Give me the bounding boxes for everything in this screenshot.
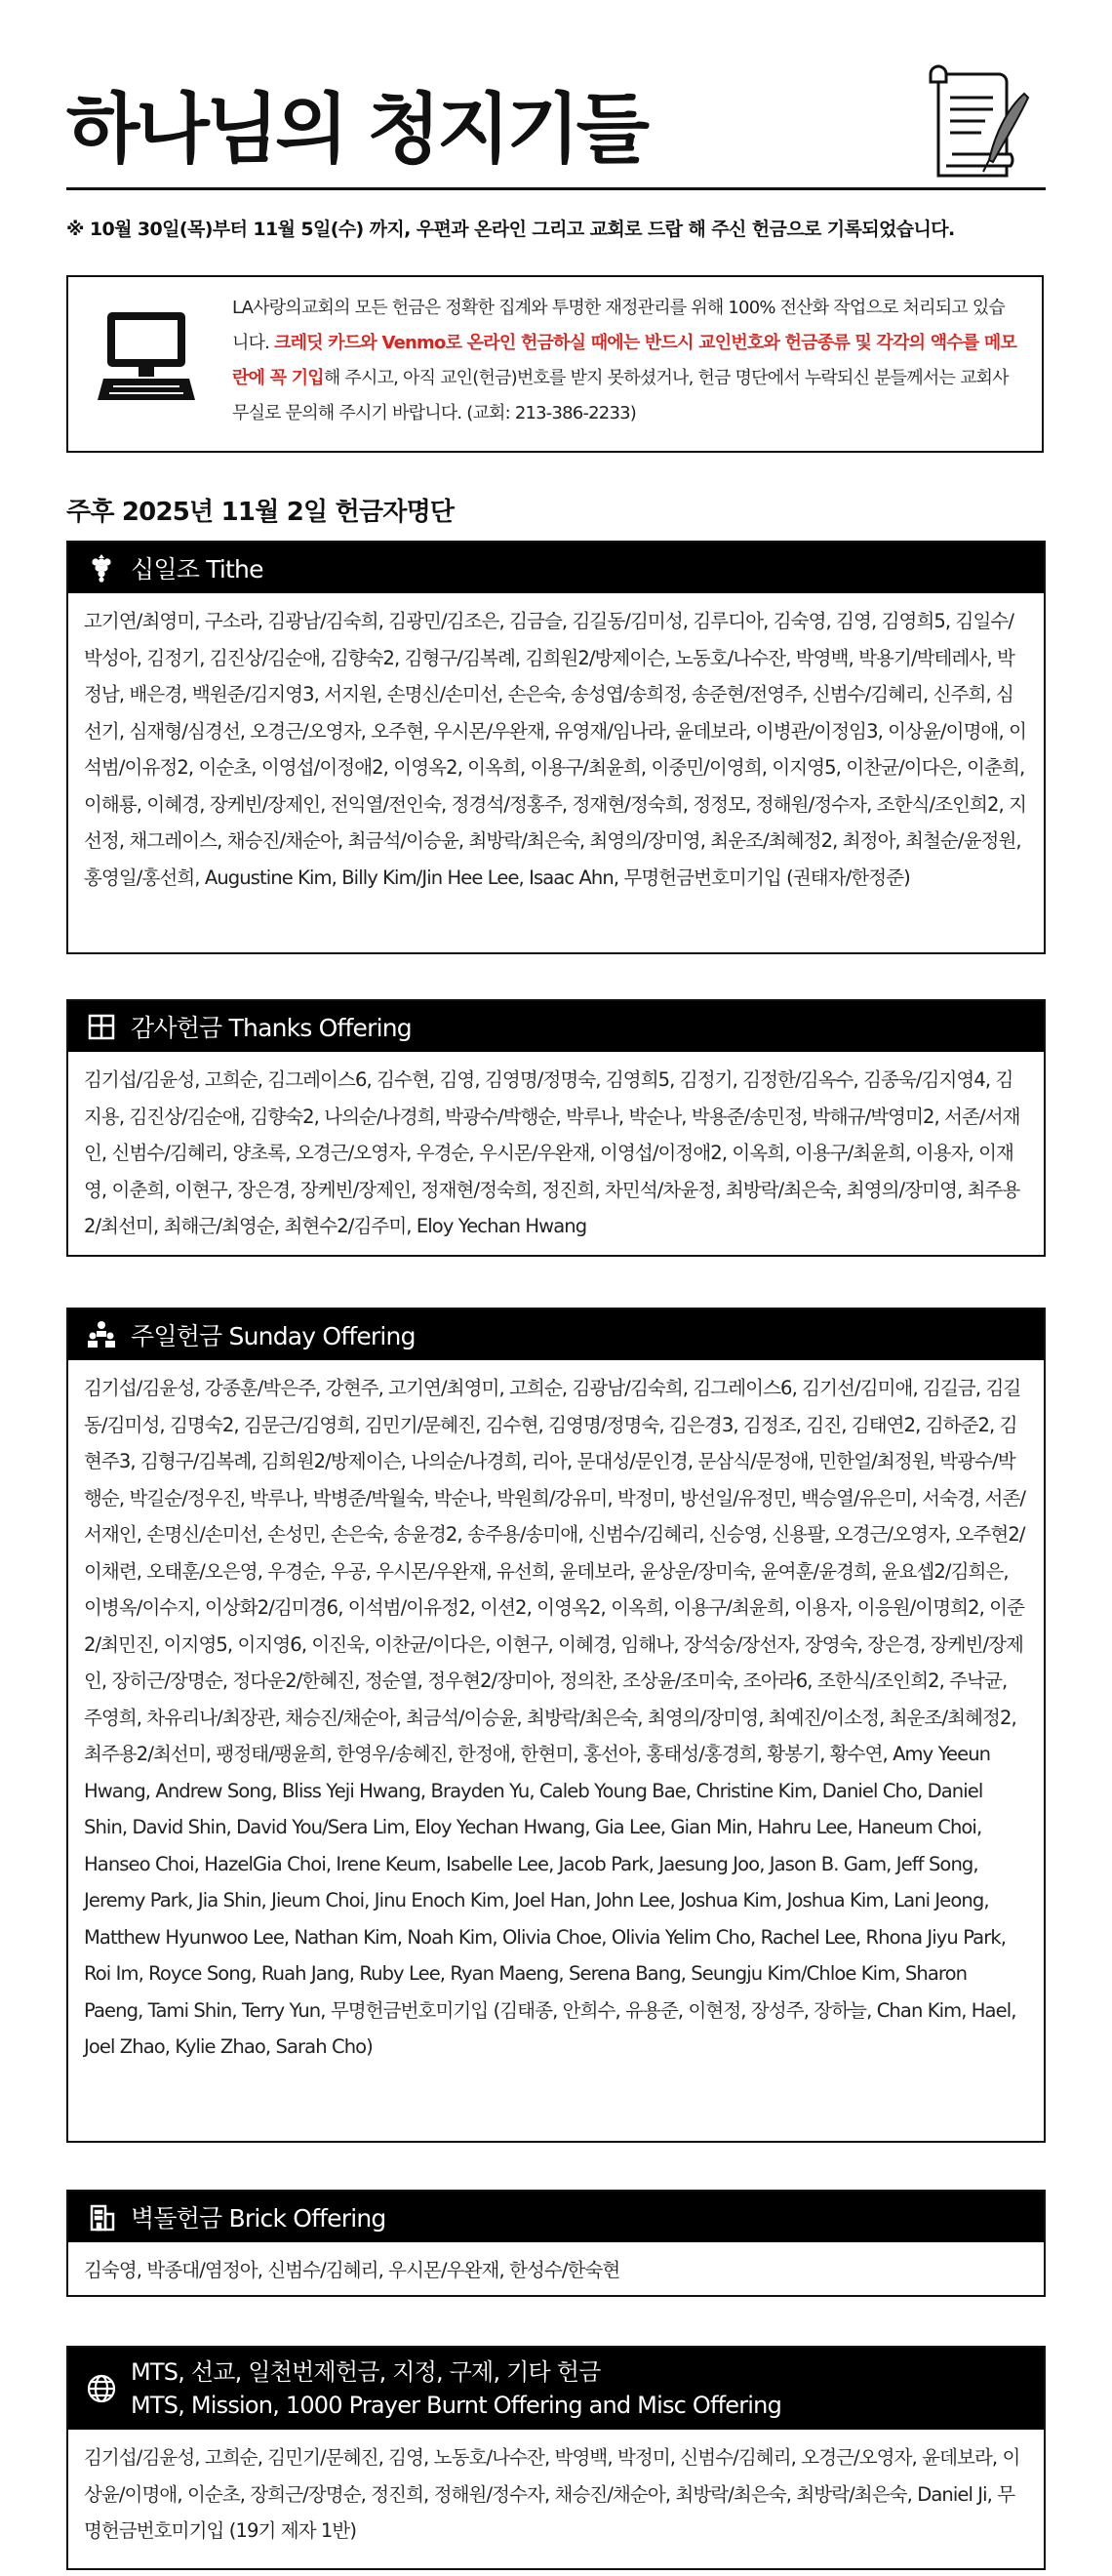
section-mts-title-line2: MTS, Mission, 1000 Prayer Burnt Offering and Misc Offering: [131, 2392, 782, 2419]
section-tithe-title: 십일조 Tithe: [131, 555, 263, 584]
page-title: 하나님의 청지기들: [66, 86, 646, 174]
section-thanks-header: [68, 1001, 1044, 1052]
section-brick-names: 김숙영, 박종대/염정아, 신범수/김혜리, 우시몬/우완재, 한성수/한숙현: [84, 2259, 620, 2281]
section-mts-title: [131, 2355, 781, 2422]
section-brick: [66, 2190, 1046, 2297]
section-thanks: [66, 999, 1046, 1257]
section-mts-names: 김기섭/김윤성, 고희순, 김민기/문혜진, 김영, 노동호/나수잔, 박영백, 박정미, 신범수/김혜리, 오경근/오영자, 윤데보라, 이상윤/이명애, 이순초, 장희근/장명순, 정진희, 정해원/정수자, 채승진/채순아, 최방락/최은숙, 최방락/최은숙, Daniel Ji, 무명헌금번호미기입 (19기 제자 1반): [84, 2446, 1020, 2542]
building-icon: [86, 2201, 117, 2233]
section-sunday-header: [68, 1309, 1044, 1360]
section-tithe: [66, 541, 1046, 954]
notice-text: ※ 10월 30일(목)부터 11월 5일(수) 까지, 우편과 온라인 그리고 교회로 드랍 해 주신 헌금으로 기록되었습니다.: [66, 219, 955, 240]
globe-icon: [86, 2373, 117, 2404]
title-divider: [66, 187, 1046, 190]
section-tithe-header: [68, 543, 1044, 593]
section-brick-header: [68, 2192, 1044, 2242]
info-highlight: 크레딧 카드와 Venmo로 온라인 헌금하실 때에는 반드시 교인번호와 헌금종류 및 각각의 액수를 메모 란에 꼭 기입: [232, 333, 1017, 388]
info-text-part2: 해 주시고, 아직 교인(헌금)번호를 받지 못하셨거나, 헌금 명단에서 누락되신 분들께서는 교회사무실로 문의해 주시기 바랍니다. (교회: 213-386-2233): [232, 368, 1009, 423]
section-tithe-names: 고기연/최영미, 구소라, 김광남/김숙희, 김광민/김조은, 김금슬, 김길동/김미성, 김루디아, 김숙영, 김영, 김영희5, 김일수/박성아, 김정기, 김진상/김순애, 김향숙2, 김형구/김복례, 김희원2/방제이슨, 노동호/나수잔, 박영백, 박용기/박테레사, 박정남, 배은경, 백원준/김지영3, 서지원, 손명신/손미선, 손은숙, 송성엽/송희정, 송준현/전영주, 신범수/김혜리, 신주희, 심선기, 심재형/심경선, 오경근/오영자, 오주현, 우시몬/우완재, 유영재/임나라, 윤데보라, 이병관/이정임3, 이상윤/이명애, 이석범/이유정2, 이순초, 이영섭/이정애2, 이영옥2, 이옥희, 이용구/최윤희, 이중민/이영희, 이지영5, 이찬균/이다은, 이춘희, 이해룡, 이혜경, 장케빈/장제인, 전익열/전인숙, 정경석/정홍주, 정재현/정숙희, 정정모, 정해원/정수자, 조한식/조인희2, 지선정, 채그레이스, 채승진/채순아, 최금석/이승윤, 최방락/최은숙, 최영의/장미영, 최운조/최혜정2, 최정아, 최철순/윤정원, 홍영일/홍선희, Augustine Kim, Billy Kim/Jin Hee Lee, Isaac Ahn, 무명헌금번호미기입 (권태자/한정준): [84, 610, 1027, 889]
section-sunday-title: 주일헌금 Sunday Offering: [131, 1322, 416, 1350]
section-thanks-title: 감사헌금 Thanks Offering: [131, 1014, 412, 1042]
section-thanks-names: 김기섭/김윤성, 고희순, 김그레이스6, 김수현, 김영, 김영명/정명숙, 김영희5, 김정기, 김정한/김옥수, 김종욱/김지영4, 김지용, 김진상/김순애, 김향숙2, 나의순/나경희, 박광수/박행순, 박루나, 박순나, 박용준/송민정, 박해규/박영미2, 서존/서재인, 신범수/김혜리, 양초록, 오경근/오영자, 우경순, 우시몬/우완재, 이영섭/이정애2, 이옥희, 이용구/최윤희, 이용자, 이재영, 이춘희, 이현구, 장은경, 장케빈/장제인, 정재현/정숙희, 정진희, 차민석/차윤정, 최방락/최은숙, 최영의/장미영, 최주용2/최선미, 최해근/최영순, 최현수2/김주미, Eloy Yechan Hwang: [84, 1068, 1020, 1237]
section-mts-header: [68, 2348, 1044, 2430]
section-brick-title: 벽돌헌금 Brick Offering: [131, 2204, 386, 2233]
week-title: 주후 2025년 11월 2일 헌금자명단: [66, 498, 455, 527]
section-sunday-names: 김기섭/김윤성, 강종훈/박은주, 강현주, 고기연/최영미, 고희순, 김광남/김숙희, 김그레이스6, 김기선/김미애, 김길금, 김길동/김미성, 김명숙2, 김문근/김영희, 김민기/문혜진, 김수현, 김영명/정명숙, 김은경3, 김정조, 김진, 김태연2, 김하준2, 김현주3, 김형구/김복례, 김희원2/방제이슨, 나의순/나경희, 리아, 문대성/문인경, 문삼식/문정애, 민한얼/최정원, 박광수/박행순, 박길순/정우진, 박루나, 박병준/박월숙, 박순나, 박원희/강유미, 박정미, 방선일/유정민, 백승열/유은미, 서숙경, 서존/서재인, 손명신/손미선, 손성민, 손은숙, 송윤경2, 송주용/송미애, 신범수/김혜리, 신승영, 신용팔, 오경근/오영자, 오주현2/이채련, 오태훈/오은영, 우경순, 우공, 우시몬/우완재, 유선희, 윤데보라, 윤상운/장미숙, 윤여훈/윤경희, 윤요셉2/김희은, 이병옥/이수지, 이상화2/김미경6, 이석범/이유정2, 이션2, 이영옥2, 이옥희, 이용구/최윤희, 이용자, 이응원/이명희2, 이준2/최민진, 이지영5, 이지영6, 이진욱, 이찬균/이다은, 이현구, 이혜경, 임해나, 장석숭/장선자, 장영숙, 장은경, 장케빈/장제인, 장히근/장명순, 정다운2/한혜진, 정순열, 정우현2/장미아, 정의찬, 조상윤/조미숙, 조아라6, 조한식/조인희2, 주낙균, 주영희, 차유리나/최장관, 채승진/채순아, 최금석/이승윤, 최방락/최은숙, 최영의/장미영, 최예진/이소정, 최운조/최혜정2, 최주용2/최선미, 팽정태/팽윤희, 한영우/송혜진, 한정애, 한현미, 홍선아, 홍태성/홍경희, 황봉기, 황수연, Amy Yeeun Hwang, Andrew Song, Bliss Yeji Hwang, Brayden Yu, Caleb Young Bae, Christine Kim, Daniel Cho, Daniel Shin, David Shin, David You/Sera Lim, Eloy Yechan Hwang, Gia Lee, Gian Min, Hahru Lee, Haneum Choi, Hanseo Choi, HazelGia Choi, Irene Keum, Isabelle Lee, Jacob Park, Jaesung Joo, Jason B. Gam, Jeff Song, Jeremy Park, Jia Shin, Jieum Choi, Jinu Enoch Kim, Joel Han, John Lee, Joshua Kim, Joshua Kim, Lani Jeong, Matthew Hyunwoo Lee, Nathan Kim, Noah Kim, Olivia Choe, Olivia Yelim Cho, Rachel Lee, Rhona Jiyu Park, Roi Im, Royce Song, Ruah Jang, Ruby Lee, Ryan Maeng, Serena Bang, Seungju Kim/Chloe Kim, Sharon Paeng, Tami Shin, Terry Yun, 무명헌금번호미기입 (김태종, 안희수, 유용준, 이현정, 장성주, 장하늘, Chan Kim, Hael, Joel Zhao, Kylie Zhao, Sarah Cho): [84, 1377, 1026, 2058]
section-sunday: [66, 1308, 1046, 2143]
section-mts: [66, 2346, 1046, 2570]
info-text: [232, 291, 1020, 431]
info-text-part1: LA사랑의교회의 모든 헌금은 정확한 집계와 투명한 재정관리를 위해 100% 전산화 작업으로 처리되고 있습니다.: [232, 298, 1005, 353]
gift-box-icon: [86, 1011, 117, 1042]
document-quill-icon: [925, 64, 1032, 187]
grape-cluster-icon: [86, 552, 117, 584]
section-mts-title-line1: MTS, 선교, 일천번제헌금, 지정, 구제, 기타 헌금: [131, 2358, 601, 2386]
family-icon: [86, 1319, 117, 1350]
info-box: [66, 275, 1044, 453]
computer-icon: [98, 306, 195, 408]
